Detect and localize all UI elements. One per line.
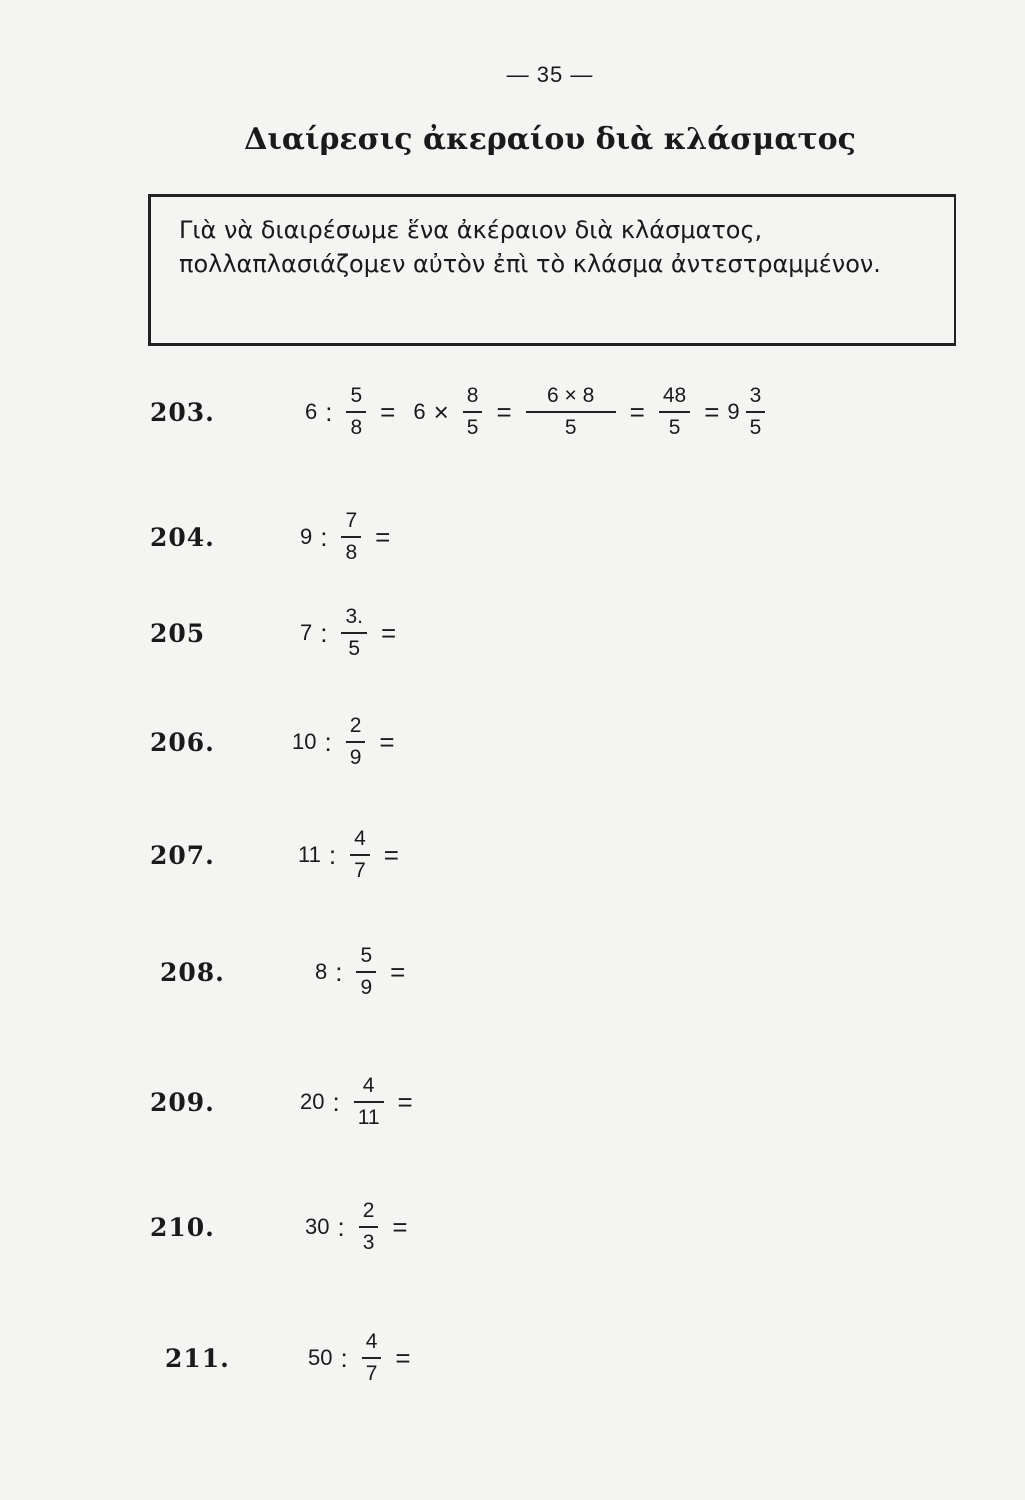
whole-number: 10	[292, 729, 317, 754]
divide-sign: :	[320, 617, 328, 648]
fraction	[350, 827, 370, 883]
fraction-bar	[354, 1101, 384, 1103]
worked-expression	[305, 372, 771, 452]
whole-number: 50	[308, 1345, 333, 1370]
exercise-number: 203.	[150, 398, 215, 427]
numerator: 3	[749, 384, 762, 407]
whole-number: 6	[305, 399, 318, 424]
rule-box	[148, 194, 956, 346]
divide-sign: :	[340, 1342, 348, 1373]
exercise-expression	[308, 1318, 419, 1398]
divide-sign: :	[324, 726, 332, 757]
exercise-row	[0, 497, 1025, 577]
exercise-row	[0, 932, 1025, 1012]
exercise-number: 208.	[160, 958, 225, 987]
denominator: 9	[349, 746, 362, 769]
divide-sign: :	[337, 1211, 345, 1242]
denominator: 8	[350, 416, 363, 439]
exercise-expression	[298, 815, 407, 895]
fraction	[354, 1074, 384, 1130]
exercise-expression	[300, 1062, 421, 1142]
fraction	[526, 384, 616, 440]
exercise-row	[0, 702, 1025, 782]
numerator: 4	[365, 1330, 378, 1353]
exercise-row	[0, 1062, 1025, 1142]
exercise-row	[0, 1318, 1025, 1398]
divide-sign: :	[335, 956, 343, 987]
exercise-number: 210.	[150, 1213, 215, 1242]
equals-sign: =	[379, 726, 395, 757]
equals-sign: =	[383, 839, 399, 870]
exercise-row	[0, 1187, 1025, 1267]
fraction	[346, 714, 366, 770]
numerator: 5	[350, 384, 363, 407]
divide-sign: :	[332, 1086, 340, 1117]
fraction-bar	[341, 632, 367, 634]
numerator: 5	[360, 944, 373, 967]
exercise-row	[0, 815, 1025, 895]
whole-number: 7	[300, 620, 313, 645]
exercise-row	[0, 593, 1025, 673]
denominator: 8	[345, 541, 358, 564]
denominator: 5	[348, 637, 361, 660]
fraction-bar	[346, 741, 366, 743]
denominator: 3	[362, 1231, 375, 1254]
denominator: 5	[749, 416, 762, 439]
whole-number: 11	[298, 842, 321, 867]
numerator: 6 × 8	[547, 384, 595, 407]
denominator: 5	[466, 416, 479, 439]
numerator: 2	[349, 714, 362, 737]
fraction-bar	[356, 971, 376, 973]
divide-sign: :	[325, 396, 333, 427]
equals-sign: =	[629, 396, 645, 427]
fraction	[341, 509, 361, 565]
page-number: — 35 —	[506, 62, 594, 87]
numerator: 4	[354, 827, 366, 850]
exercise-expression	[292, 702, 403, 782]
exercise-expression	[315, 932, 413, 1012]
whole-number: 9	[300, 524, 313, 549]
denominator: 7	[354, 859, 366, 882]
numerator: 7	[345, 509, 358, 532]
fraction-bar	[746, 411, 766, 413]
fraction-bar	[346, 411, 366, 413]
numerator: 8	[466, 384, 479, 407]
fraction-bar	[659, 411, 690, 413]
equals-sign: =	[397, 1086, 413, 1117]
denominator: 5	[564, 416, 577, 439]
fraction-bar	[362, 1357, 382, 1359]
denominator: 9	[360, 976, 373, 999]
times-sign: ×	[433, 396, 449, 427]
exercise-number: 211.	[165, 1344, 230, 1373]
fraction	[356, 944, 376, 1000]
exercise-number: 204.	[150, 523, 215, 552]
equals-sign: =	[395, 1342, 411, 1373]
whole-number: 20	[300, 1089, 325, 1114]
exercise-number: 205	[150, 619, 206, 648]
mixed-whole: 9	[727, 399, 740, 424]
equals-sign: =	[390, 956, 406, 987]
exercise-expression	[300, 497, 398, 577]
equals-sign: =	[375, 521, 391, 552]
rule-text: Γιὰ νὰ διαιρέσωμε ἕνα ἀκέραιον διὰ κλάσματος, πολλαπλασιάζομεν αὐτὸν ἐπὶ τὸ κλάσμα ἀντεστραμμένον.	[179, 216, 881, 278]
exercise-number: 207.	[150, 841, 215, 870]
fraction-bar	[359, 1226, 379, 1228]
equals-sign: =	[704, 396, 720, 427]
denominator: 7	[365, 1362, 378, 1385]
fraction	[362, 1330, 382, 1386]
numerator: 2	[362, 1199, 375, 1222]
divide-sign: :	[328, 839, 337, 870]
denominator: 11	[357, 1106, 380, 1129]
equals-sign: =	[496, 396, 512, 427]
fraction	[341, 605, 367, 661]
denominator: 5	[668, 416, 681, 439]
equals-sign: =	[380, 396, 396, 427]
fraction-bar	[463, 411, 483, 413]
exercise-expression	[300, 593, 404, 673]
fraction-bar	[526, 411, 616, 413]
whole-number: 30	[305, 1214, 330, 1239]
divide-sign: :	[320, 521, 328, 552]
numerator: 48	[662, 384, 687, 407]
equals-sign: =	[381, 617, 397, 648]
whole-number: 8	[315, 959, 328, 984]
fraction	[346, 384, 366, 440]
worked-example	[0, 372, 1025, 452]
fraction	[359, 1199, 379, 1255]
whole-number: 6	[413, 399, 426, 424]
fraction-bar	[341, 536, 361, 538]
numerator: 4	[362, 1074, 375, 1097]
fraction	[746, 384, 766, 440]
numerator: 3.	[345, 605, 363, 628]
exercise-number: 209.	[150, 1088, 215, 1117]
page-title: Διαίρεσις ἀκεραίου διὰ κλάσματος	[244, 122, 856, 157]
fraction	[463, 384, 483, 440]
equals-sign: =	[392, 1211, 408, 1242]
fraction	[659, 384, 690, 440]
exercise-expression	[305, 1187, 416, 1267]
exercise-number: 206.	[150, 728, 215, 757]
fraction-bar	[350, 854, 370, 856]
